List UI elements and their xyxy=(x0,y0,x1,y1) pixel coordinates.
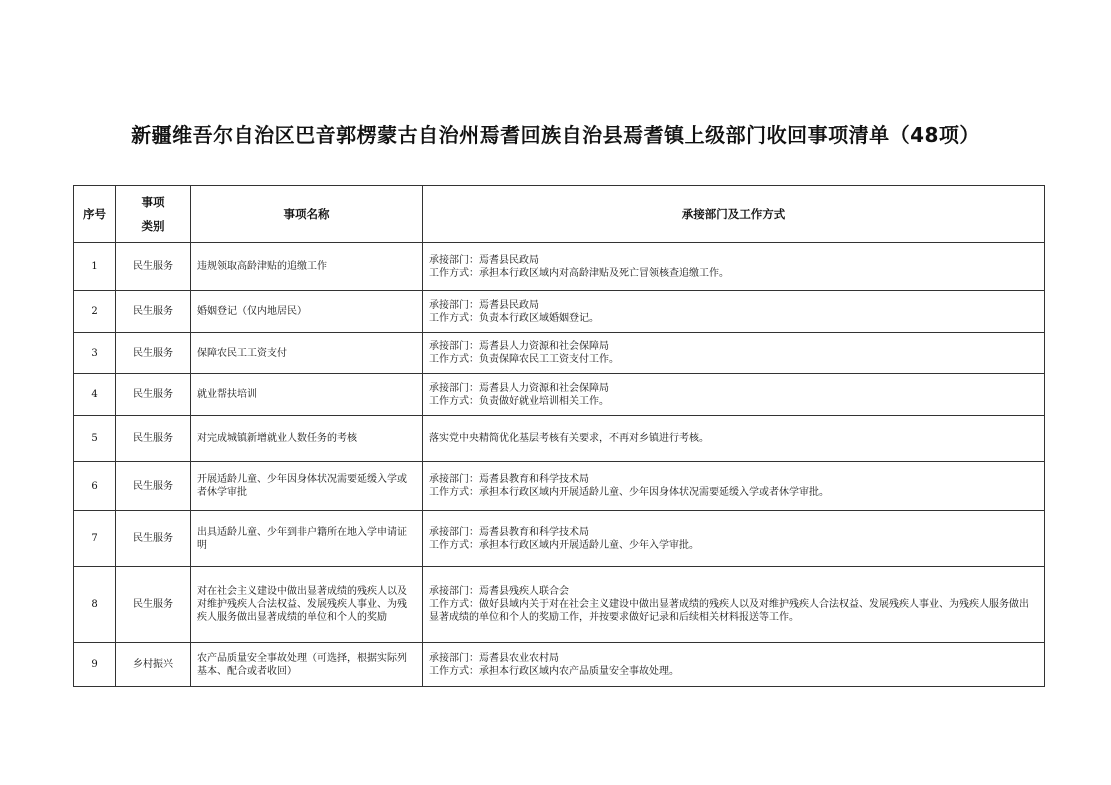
row-method-line: 工作方式：承担本行政区域内开展适龄儿童、少年因身体状况需要延缓入学或者休学审批。 xyxy=(429,487,829,498)
row-method xyxy=(423,291,1045,333)
row-dept-line: 承接部门：焉耆县民政局 xyxy=(429,254,539,266)
row-name: 婚姻登记（仅内地居民） xyxy=(191,291,423,333)
header-method: 承接部门及工作方式 xyxy=(423,186,1045,243)
row-dept-line: 承接部门：焉耆县人力资源和社会保障局 xyxy=(429,382,609,394)
row-name: 违规领取高龄津贴的追缴工作 xyxy=(191,243,423,291)
table-header-row xyxy=(74,186,1045,243)
table-row xyxy=(74,333,1045,374)
row-category: 民生服务 xyxy=(116,333,191,374)
row-index: 8 xyxy=(74,567,116,643)
row-category: 民生服务 xyxy=(116,291,191,333)
row-method-line: 工作方式：承担本行政区域内农产品质量安全事故处理。 xyxy=(429,665,679,677)
row-category: 乡村振兴 xyxy=(116,643,191,687)
row-method-line: 工作方式：负责保障农民工工资支付工作。 xyxy=(429,354,619,365)
header-category-line2: 类别 xyxy=(141,219,165,233)
row-index: 4 xyxy=(74,374,116,416)
row-method xyxy=(423,462,1045,511)
row-index: 5 xyxy=(74,416,116,462)
row-name: 开展适龄儿童、少年因身体状况需要延缓入学或者休学审批 xyxy=(191,462,423,511)
row-method xyxy=(423,243,1045,291)
row-method xyxy=(423,374,1045,416)
row-method xyxy=(423,643,1045,687)
row-index: 9 xyxy=(74,643,116,687)
row-dept-line: 承接部门：焉耆县农业农村局 xyxy=(429,652,559,664)
row-dept-line: 落实党中央精简优化基层考核有关要求，不再对乡镇进行考核。 xyxy=(429,433,709,444)
row-dept-line: 承接部门：焉耆县教育和科学技术局 xyxy=(429,526,589,538)
row-method xyxy=(423,333,1045,374)
row-method-line: 工作方式：做好县域内关于对在社会主义建设中做出显著成绩的残疾人以及对维护残疾人合法权益、发展残疾人事业、为残疾人服务做出显著成绩的单位和个人的奖励工作，并按要求做好记录和后续相关材料报送等工作。 xyxy=(429,599,1029,623)
header-name: 事项名称 xyxy=(191,186,423,243)
row-index: 1 xyxy=(74,243,116,291)
row-method-line: 工作方式：负责本行政区域婚姻登记。 xyxy=(429,312,599,324)
row-name: 出具适龄儿童、少年到非户籍所在地入学申请证明 xyxy=(191,511,423,567)
row-index: 7 xyxy=(74,511,116,567)
row-name: 对在社会主义建设中做出显著成绩的残疾人以及对维护残疾人合法权益、发展残疾人事业、为残疾人服务做出显著成绩的单位和个人的奖励 xyxy=(191,567,423,643)
table-row xyxy=(74,643,1045,687)
row-index: 3 xyxy=(74,333,116,374)
row-category: 民生服务 xyxy=(116,243,191,291)
header-category-line1: 事项 xyxy=(141,195,165,209)
row-category: 民生服务 xyxy=(116,374,191,416)
table-row xyxy=(74,416,1045,462)
table-row xyxy=(74,511,1045,567)
header-category xyxy=(116,186,191,243)
row-name: 对完成城镇新增就业人数任务的考核 xyxy=(191,416,423,462)
table-row xyxy=(74,243,1045,291)
row-dept-line: 承接部门：焉耆县残疾人联合会 xyxy=(429,586,569,597)
row-dept-line: 承接部门：焉耆县教育和科学技术局 xyxy=(429,474,589,485)
row-index: 2 xyxy=(74,291,116,333)
row-name: 保障农民工工资支付 xyxy=(191,333,423,374)
row-name: 农产品质量安全事故处理（可选择，根据实际列基本、配合或者收回） xyxy=(191,643,423,687)
row-category: 民生服务 xyxy=(116,416,191,462)
row-category: 民生服务 xyxy=(116,511,191,567)
row-dept-line: 承接部门：焉耆县民政局 xyxy=(429,299,539,311)
row-method xyxy=(423,416,1045,462)
page-title: 新疆维吾尔自治区巴音郭楞蒙古自治州焉耆回族自治县焉耆镇上级部门收回事项清单（48项） xyxy=(131,123,980,147)
row-method-line: 工作方式：承担本行政区域内对高龄津贴及死亡冒领核查追缴工作。 xyxy=(429,267,729,279)
header-index: 序号 xyxy=(74,186,116,243)
row-index: 6 xyxy=(74,462,116,511)
row-method xyxy=(423,511,1045,567)
row-name: 就业帮扶培训 xyxy=(191,374,423,416)
table-row xyxy=(74,374,1045,416)
row-method-line: 工作方式：承担本行政区域内开展适龄儿童、少年入学审批。 xyxy=(429,539,699,551)
row-category: 民生服务 xyxy=(116,567,191,643)
row-method-line: 工作方式：负责做好就业培训相关工作。 xyxy=(429,395,609,407)
table-row xyxy=(74,462,1045,511)
row-dept-line: 承接部门：焉耆县人力资源和社会保障局 xyxy=(429,341,609,352)
row-method xyxy=(423,567,1045,643)
table-row xyxy=(74,567,1045,643)
row-category: 民生服务 xyxy=(116,462,191,511)
table-row xyxy=(74,291,1045,333)
items-table xyxy=(73,185,1045,687)
